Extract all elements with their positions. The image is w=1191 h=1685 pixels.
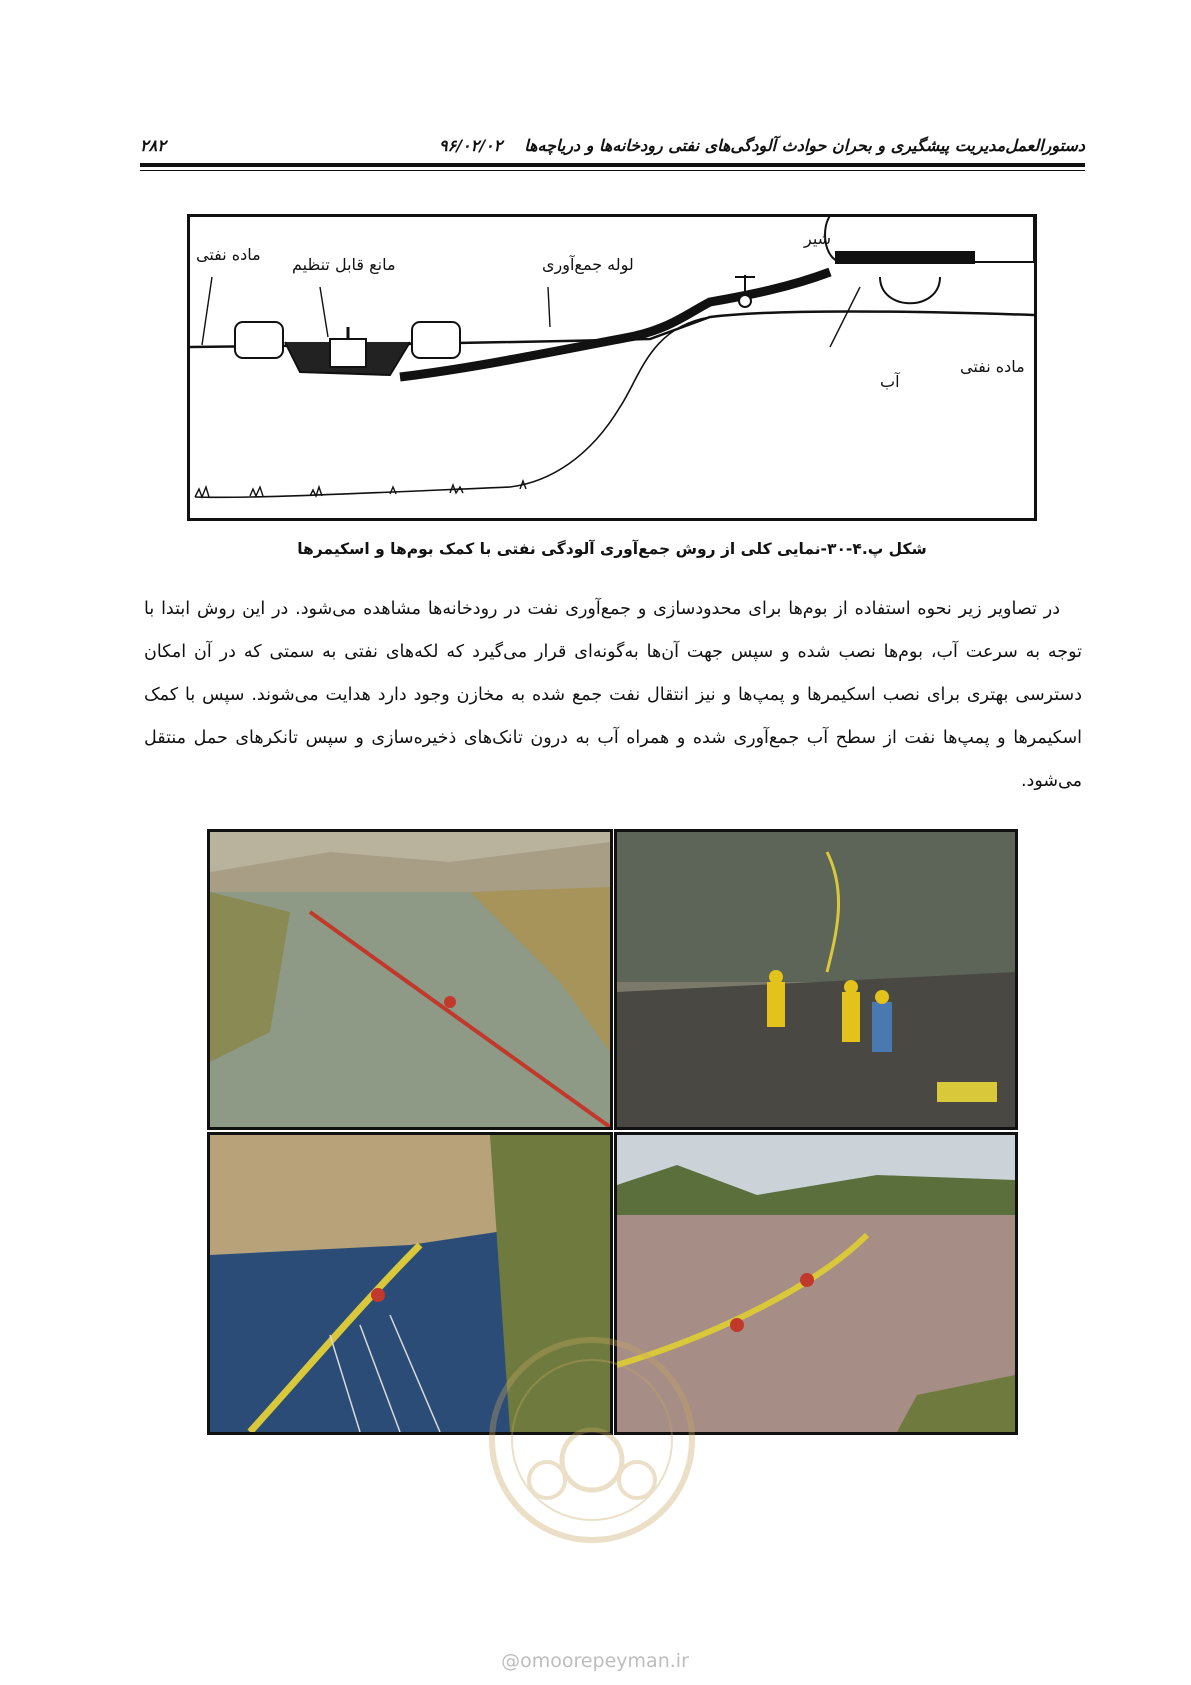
header-title-group (439, 136, 1085, 155)
photo-river-boom-top-left (207, 829, 613, 1130)
page-header (140, 130, 1085, 160)
collection-pipe (400, 272, 830, 377)
paragraph-text: در تصاویر زیر نحوه استفاده از بوم‌ها برای محدودسازی و جمع‌آوری نفت در رودخانه‌ها مشاهده می‌شود. در این روش ابتدا با توجه به سرعت آب، بوم‌ها نصب شده و سپس جهت آن‌ها به‌گونه‌ای قرار می‌گیرد که لکه‌های نفتی به سمتی که در آن امکان دسترسی بهتری برای نصب اسکیمرها و پمپ‌ها و نیز انتقال نفت جمع شده به مخازن وجود دارد هدایت می‌شوند. سپس با کمک اسکیمرها و پمپ‌ها نفت از سطح آب جمع‌آوری شده و همراه آب به درون تانک‌های ذخیره‌سازی و سپس تانکرهای حمل منتقل می‌شود. (144, 599, 1082, 791)
header-rule-thin (140, 170, 1085, 171)
label-collection-pipe: لوله جمع‌آوری (542, 255, 634, 274)
leader-water (830, 287, 860, 347)
photo-workers-boom-top-right (614, 829, 1018, 1130)
figure-caption: شکل پ.۴-۳۰-نمایی کلی از روش جمع‌آوری آلودگی نفتی با کمک بوم‌ها و اسکیمرها (297, 540, 927, 558)
tank-oil-band (835, 251, 975, 264)
header-rule-thick (140, 163, 1085, 167)
left-float (235, 322, 283, 358)
watermark-site-text: @omoorepeyman.ir (501, 1650, 689, 1672)
leader-oil-left (202, 277, 212, 345)
watermark-seal-icon (472, 1330, 712, 1550)
tank-wheel (880, 277, 940, 303)
schematic-figure (187, 214, 1037, 521)
leader-barrier (320, 287, 328, 337)
label-valve: شیر (804, 229, 832, 248)
label-water: آب (880, 372, 900, 391)
valve-body (739, 295, 751, 307)
body-paragraph (144, 588, 1082, 803)
leader-pipe (548, 287, 550, 327)
header-title: دستورالعمل‌مدیریت پیشگیری و بحران حوادث آلودگی‌های نفتی رودخانه‌ها و دریاچه‌ها (524, 135, 1085, 155)
right-float (412, 322, 460, 358)
label-oil-left: ماده نفتی (196, 245, 261, 264)
label-adjustable-barrier: مانع قابل تنظیم (292, 255, 396, 274)
skimmer-window (330, 339, 366, 367)
label-oil-right: ماده نفتی (960, 357, 1025, 376)
page-number: ۲۸۲ (140, 135, 166, 155)
header-date: ۹۶/۰۲/۰۲ (438, 135, 503, 155)
